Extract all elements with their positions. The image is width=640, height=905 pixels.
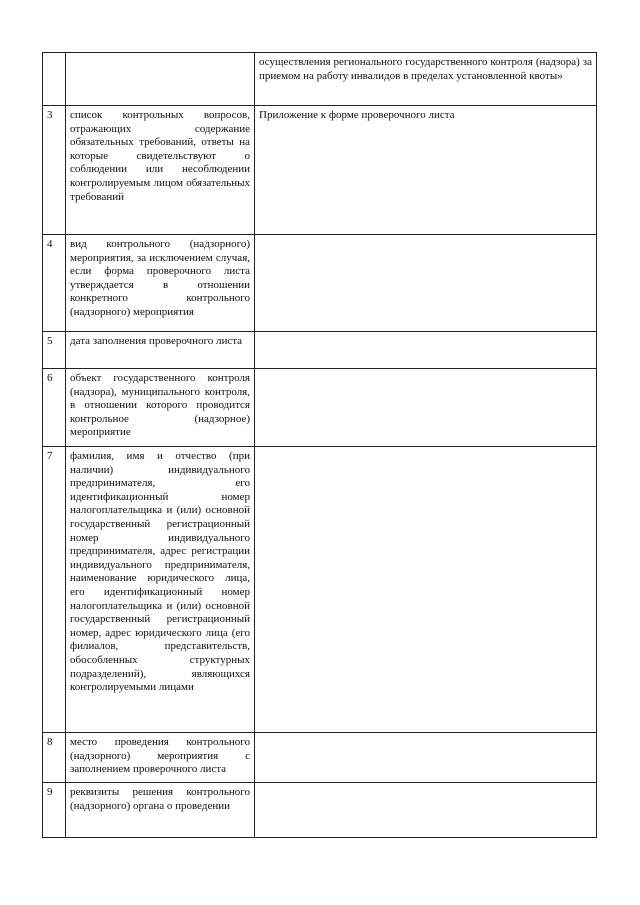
row-label: вид контрольного (надзорного) мероприятия, за исключением случая, если форма проверочного листа утверждается в отношении конкретного контрольного (надзорного) мероприятия [66,235,255,332]
row-number: 8 [43,733,66,783]
row-number: 6 [43,369,66,447]
row-value: осуществления регионального государственного контроля (надзора) за приемом на работу инвалидов в пределах установленной квоты» [255,53,597,106]
row-value [255,369,597,447]
row-value [255,447,597,733]
row-number: 7 [43,447,66,733]
table-row [43,53,597,106]
row-value: Приложение к форме проверочного листа [255,106,597,235]
table-row [43,106,597,235]
table-row [43,447,597,733]
table-row [43,783,597,838]
table-row [43,733,597,783]
row-number [43,53,66,106]
row-label [66,53,255,106]
table-row [43,235,597,332]
checklist-form-table [42,52,597,838]
row-label: реквизиты решения контрольного (надзорного) органа о проведении [66,783,255,838]
row-label: объект государственного контроля (надзора), муниципального контроля, в отношении которого проводится контрольное (надзорное) мероприятие [66,369,255,447]
row-label: место проведения контрольного (надзорного) мероприятия с заполнением проверочного листа [66,733,255,783]
row-number: 5 [43,332,66,369]
row-value [255,332,597,369]
row-value [255,733,597,783]
row-value [255,235,597,332]
row-label: список контрольных вопросов, отражающих содержание обязательных требований, ответы на которые свидетельствуют о соблюдении или несоблюдении контролируемым лицом обязательных требований [66,106,255,235]
row-label: фамилия, имя и отчество (при наличии) индивидуального предпринимателя, его идентификационный номер налогоплательщика и (или) основной государственный регистрационный номер индивидуального предпринимателя, адрес регистрации индивидуального предпринимателя, наименование юридического лица, его идентификационный номер налогоплательщика и (или) основной государственный регистрационный номер, адрес юридического лица (его филиалов, представительств, обособленных структурных подразделений), являющихся контролируемыми лицами [66,447,255,733]
table-row [43,369,597,447]
row-number: 4 [43,235,66,332]
row-number: 9 [43,783,66,838]
table-row [43,332,597,369]
row-number: 3 [43,106,66,235]
row-value [255,783,597,838]
row-label: дата заполнения проверочного листа [66,332,255,369]
